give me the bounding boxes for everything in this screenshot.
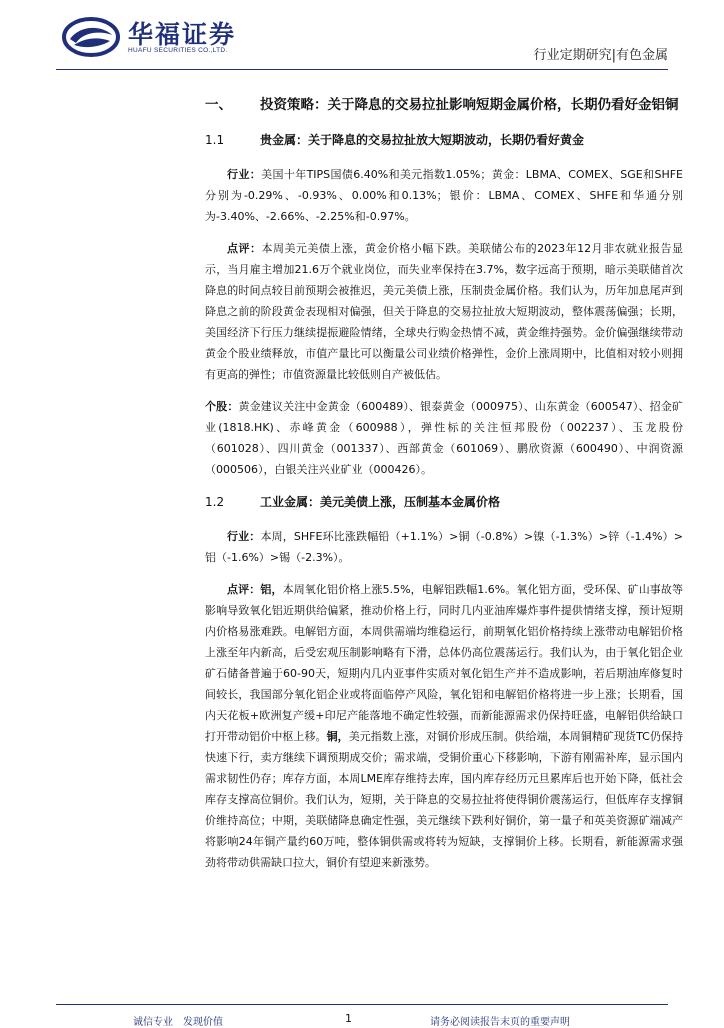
footer-disclaimer: 请务必阅读报告末页的重要声明 xyxy=(430,1017,570,1028)
logo-english-name: HUAFU SECURITIES CO.,LTD. xyxy=(128,47,228,54)
para-text: 本周美元美债上涨，黄金价格小幅下跌。美联储公布的2023年12月非农就业报告显示，当月雇主增加21.6万个就业岗位，而失业率保持在3.7%，数字远高于预期，暗示美联储首次降息的时间点较目前预期会被推迟，美元美债上涨，压制贵金属价格。我们认为，历年加息尾声到降息之前的阶段黄金表现相对偏强，但关于降息的交易拉扯放大短期波动，整体震荡偏强；长期，美国经济下行压力继续提振避险情绪，全球央行购金热情不减，黄金维持强势。金价偏强继续带动黄金个股业绩释放，市值产量比可以衡量公司业绩价格弹性，金价上涨周期中，比值相对较小则拥有更高的弹性；市值资源量比较低则自产被低估。 xyxy=(205,242,683,381)
section-heading xyxy=(205,94,683,116)
para-label: 点评： xyxy=(227,242,262,255)
para-text: 本周，SHFE环比涨跌幅铅（+1.1%）>铜（-0.8%）>镍（-1.3%）>锌（-1.4%）>铝（-1.6%）>锡（-2.3%）。 xyxy=(205,530,684,564)
subsection-title: 工业金属：美元美债上涨，压制基本金属价格 xyxy=(260,495,501,509)
footer-slogan: 诚信专业 发现价值 xyxy=(133,1017,223,1028)
section-title: 投资策略：关于降息的交易拉扯影响短期金属价格，长期仍看好金铝铜 xyxy=(260,97,679,113)
para-text: 美元指数上涨，对铜价形成压制。供给端，本周铜精矿现货TC仍保持快速下行，卖方继续下调预期成交价；需求端，受铜价重心下移影响，下游有刚需补库，显示国内需求韧性仍存；库存方面，本周LME库存维持去库，国内库存经历元旦累库后也开始下降，低社会库存支撑高位铜价。我们认为，短期，关于降息的交易拉扯将使得铜价震荡运行，但低库存支撑铜价维持高位；中期，美联储降息确定性强，美元继续下跌利好铜价，第一量子和英美资源矿端减产将影响24年铜产量约60万吨，整体铜供需或将转为短缺，支撑铜价上移。长期看，新能源需求强劲将带动供需缺口拉大，铜价有望迎来新涨势。 xyxy=(205,730,683,869)
subsection-number: 1.1 xyxy=(205,133,225,147)
para-label: 个股： xyxy=(205,400,239,413)
para-label: 行业： xyxy=(227,168,262,181)
subsection-title: 贵金属：关于降息的交易拉扯放大短期波动，长期仍看好黄金 xyxy=(260,133,585,147)
header-divider xyxy=(56,69,668,70)
para-label: 点评： xyxy=(227,583,261,596)
para-text: 黄金建议关注中金黄金（600489）、银泰黄金（000975）、山东黄金（600547）、招金矿业(1818.HK)、赤峰黄金（600988），弹性标的关注恒邦股份（002237）、玉龙股份（601028）、四川黄金（001337）、西部黄金（601069）、鹏欣资源（600490）、中润资源（000506），白银关注兴业矿业（000426）。 xyxy=(205,400,683,476)
para-label: 行业： xyxy=(227,530,261,543)
logo-chinese-name: 华福证券 xyxy=(128,20,237,49)
subsection-heading-precious-metals xyxy=(205,130,683,150)
para-text: 本周氧化铝价格上涨5.5%，电解铝跌幅1.6%。氧化铝方面，受环保、矿山事故等影响导致氧化铝近期供给偏紧，推动价格上行，同时几内亚油库爆炸事件提供情绪支撑，预计短期内价格易涨难跌。电解铝方面，本周供需端均维稳运行，前期氧化铝价格持续上涨带动电解铝价格上涨至年内新高，后受宏观压制影响略有下滑，总体仍高位震荡运行。我们认为，由于氧化铝企业矿石储备普遍于60-90天，短期内几内亚事件实质对氧化铝生产并不造成影响，若后期油库修复时间较长，我国部分氧化铝企业或将面临停产风险，氧化铝和电解铝价格将进一步上涨；长期看，国内天花板+欧洲复产缓+印尼产能落地不确定性较强，而新能源需求仍保持旺盛，电解铝供给缺口打开带动铝价中枢上移。 xyxy=(205,583,684,743)
page-number: 1 xyxy=(345,1012,352,1025)
paragraph-stocks-precious xyxy=(205,396,683,480)
subsection-heading-industrial-metals xyxy=(205,492,683,512)
report-type: 行业定期研究|有色金属 xyxy=(533,48,668,63)
metal-label-aluminum: 铝， xyxy=(260,583,283,596)
huafu-logo-icon xyxy=(62,17,120,57)
footer-divider xyxy=(56,1004,668,1005)
page-header xyxy=(0,0,724,70)
paragraph-industry-precious xyxy=(205,164,683,227)
para-text: 美国十年TIPS国债6.40%和美元指数1.05%；黄金：LBMA、COMEX、SGE和SHFE分别为-0.29%、-0.93%、0.00%和0.13%；银价：LBMA、COMEX、SHFE和华通分别为-3.40%、-2.66%、-2.25%和-0.97%。 xyxy=(205,168,684,223)
section-number: 一、 xyxy=(205,97,232,113)
paragraph-comment-precious xyxy=(205,238,683,385)
subsection-number: 1.2 xyxy=(205,495,225,509)
metal-label-copper: 铜， xyxy=(326,730,349,743)
paragraph-industry-base xyxy=(205,526,683,568)
report-body xyxy=(205,94,683,873)
paragraph-comment-base xyxy=(205,579,683,873)
